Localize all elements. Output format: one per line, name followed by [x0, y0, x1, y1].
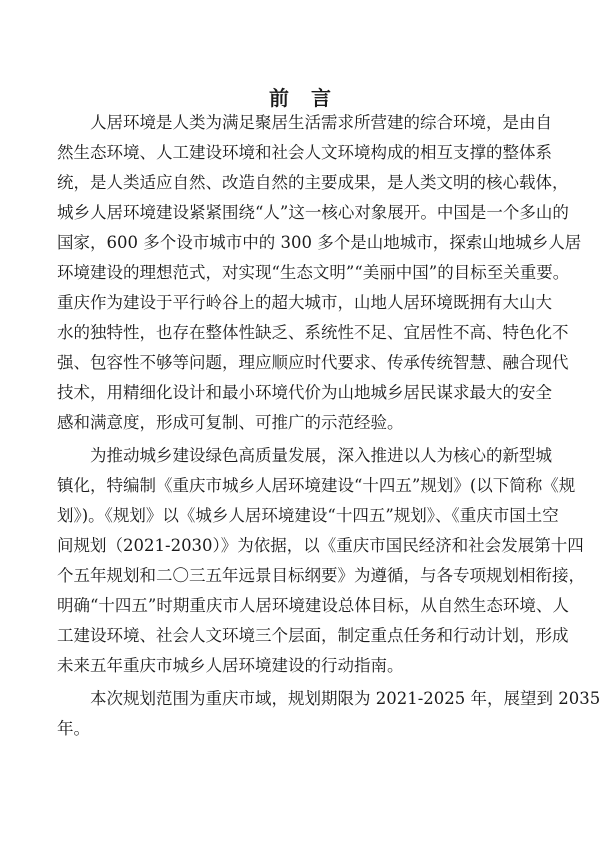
- text-line: 城乡人居环境建设紧紧围绕“人”这一核心对象展开。中国是一个多山的: [57, 203, 569, 222]
- text-line: 年。: [57, 719, 90, 738]
- text-line: 为推动城乡建设绿色高质量发展，深入推进以人为核心的新型城: [57, 446, 552, 465]
- text-line: 本次规划范围为重庆市域，规划期限为 2021-2025 年，展望到 2035: [57, 689, 600, 708]
- text-line: 人居环境是人类为满足聚居生活需求所营建的综合环境，是由自: [57, 113, 552, 132]
- page-title: 前言: [269, 86, 353, 110]
- text-line: 强、包容性不够等问题，理应顺应时代要求、传承传统智慧、融合现代: [57, 353, 569, 372]
- text-line: 技术，用精细化设计和最小环境代价为山地城乡居民谋求最大的安全: [57, 383, 552, 402]
- text-line: 明确“十四五”时期重庆市人居环境建设总体目标，从自然生态环境、人: [57, 596, 569, 615]
- text-line: 环境建设的理想范式，对实现“生态文明”“美丽中国”的目标至关重要。: [57, 263, 570, 282]
- paragraph-2: [57, 441, 585, 681]
- text-line: 国家，600 多个设市城市中的 300 多个是山地城市，探索山地城乡人居: [57, 233, 582, 252]
- text-line: 重庆作为建设于平行岭谷上的超大城市，山地人居环境既拥有大山大: [57, 293, 552, 312]
- text-line: 感和满意度，形成可复制、可推广的示范经验。: [57, 413, 404, 432]
- text-line: 间规划（2021-2030）》为依据，以《重庆市国民经济和社会发展第十四: [57, 536, 584, 555]
- document-body: [57, 108, 600, 744]
- text-line: 水的独特性，也存在整体性缺乏、系统性不足、宜居性不高、特色化不: [57, 323, 569, 342]
- text-line: 工建设环境、社会人文环境三个层面，制定重点任务和行动计划，形成: [57, 626, 569, 645]
- text-line: 统，是人类适应自然、改造自然的主要成果，是人类文明的核心载体，: [57, 173, 569, 192]
- text-line: 划》)。《规划》以《城乡人居环境建设“十四五”规划》、《重庆市国土空: [57, 506, 559, 525]
- paragraph-1: [57, 108, 582, 438]
- text-line: 个五年规划和二〇三五年远景目标纲要》为遵循，与各专项规划相衔接，: [57, 566, 585, 585]
- text-line: 然生态环境、人工建设环境和社会人文环境构成的相互支撑的整体系: [57, 143, 552, 162]
- text-line: 未来五年重庆市城乡人居环境建设的行动指南。: [57, 656, 404, 675]
- text-line: 镇化，特编制《重庆市城乡人居环境建设“十四五”规划》(以下简称《规: [57, 476, 576, 495]
- paragraph-3: [57, 684, 600, 744]
